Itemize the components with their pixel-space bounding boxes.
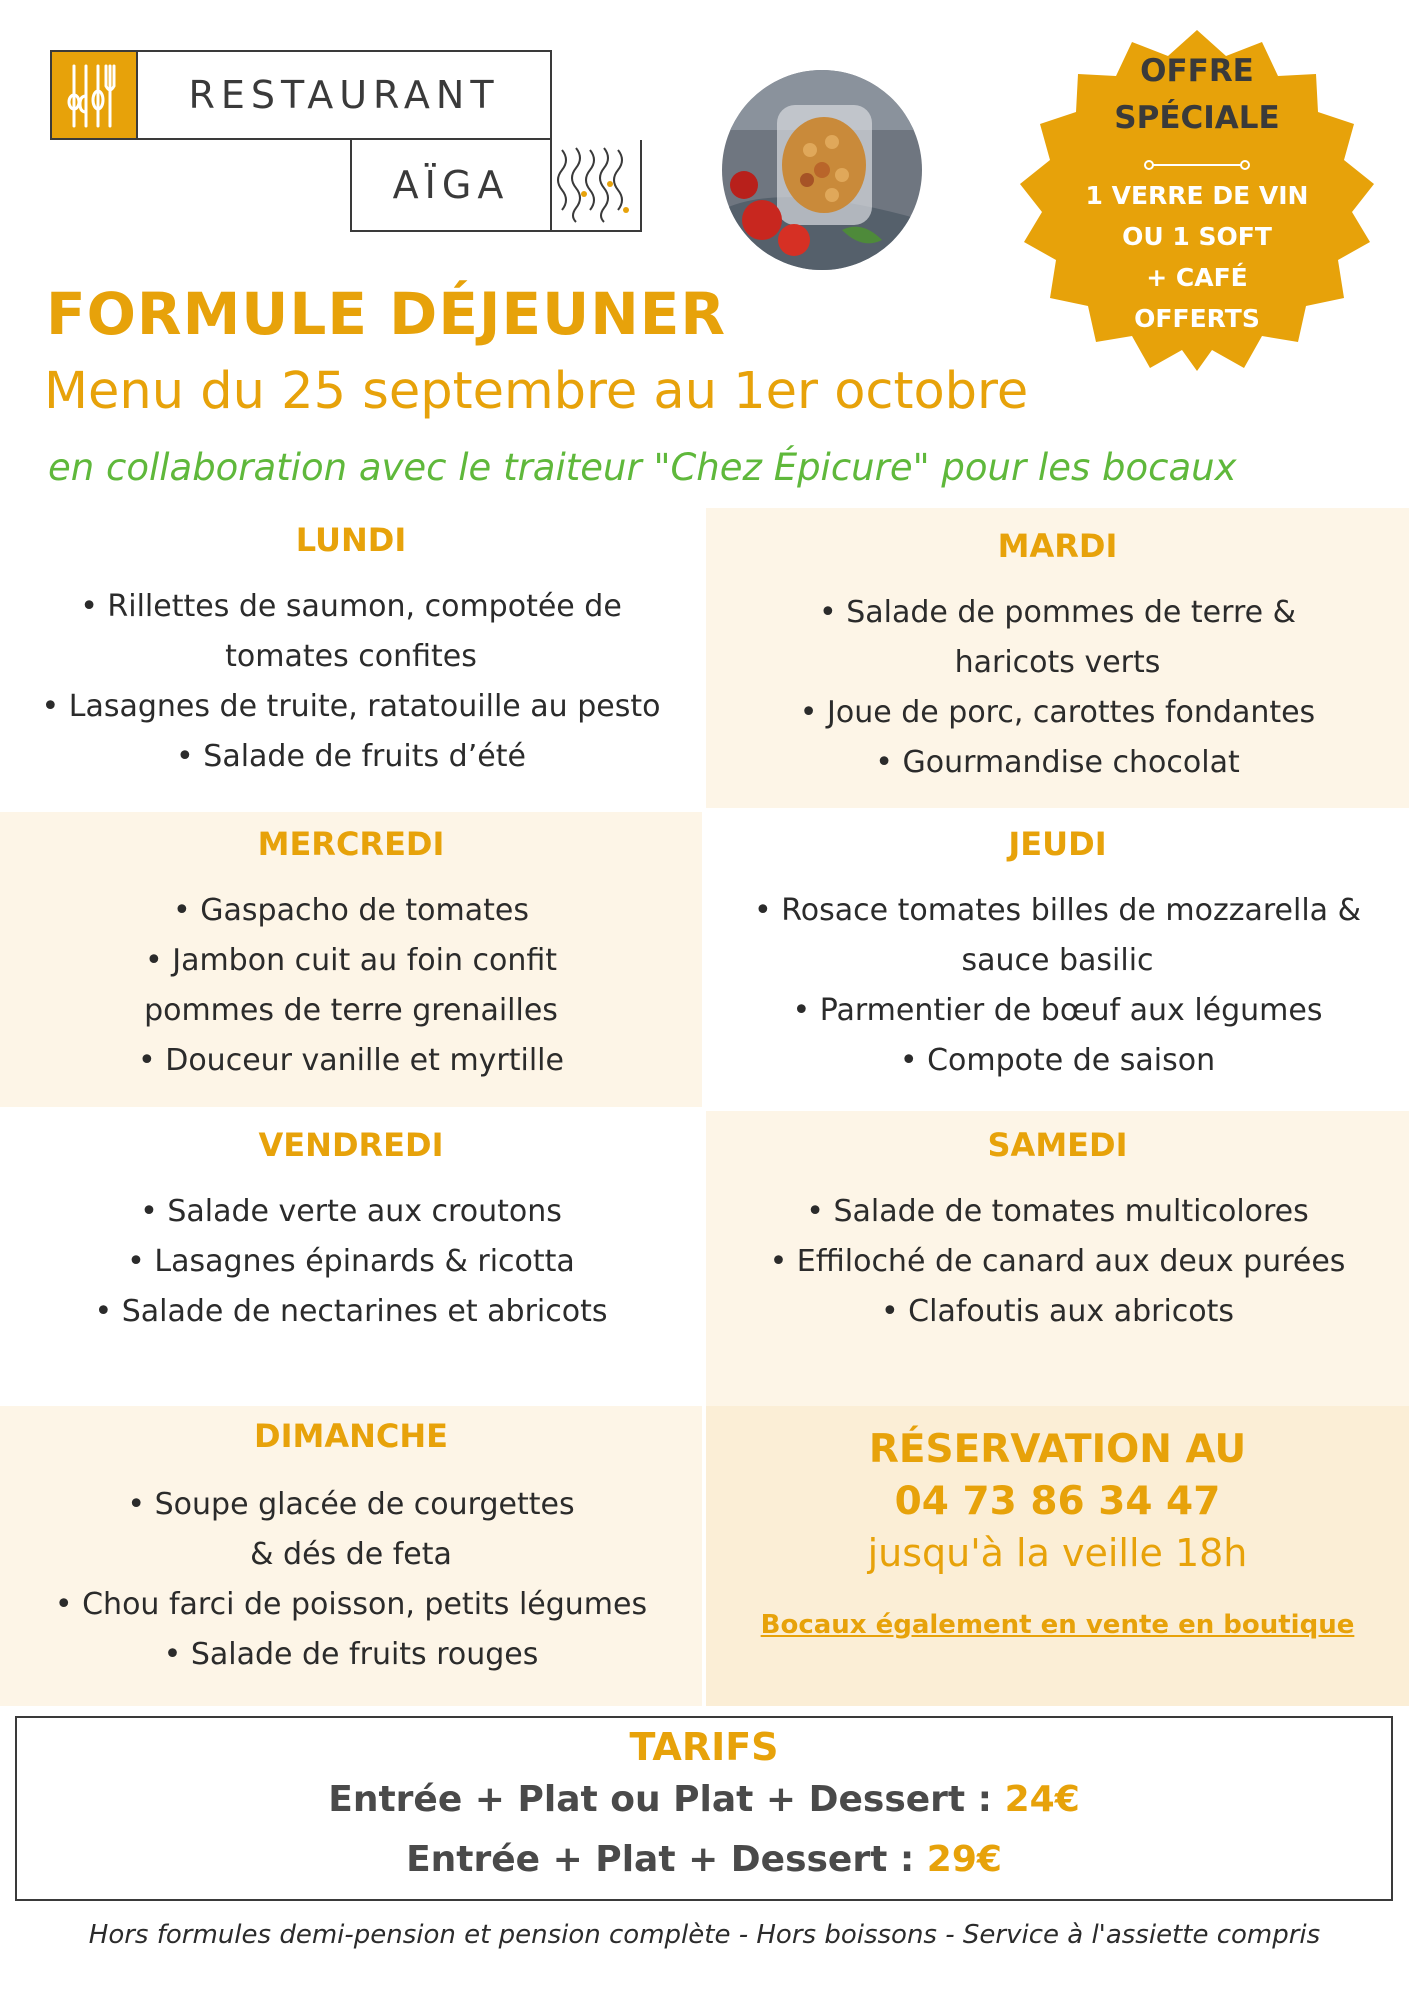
- day-cell-jeudi: [706, 812, 1409, 1107]
- badge-title-line2: SPÉCIALE: [1114, 100, 1280, 136]
- day-cell-samedi: [706, 1111, 1409, 1406]
- dish-line: • Salade de pommes de terre &: [818, 595, 1297, 630]
- reservation-deadline: jusqu'à la veille 18h: [867, 1531, 1248, 1575]
- day-cell-mardi: [706, 508, 1409, 808]
- dish-line: • Gourmandise chocolat: [875, 745, 1240, 780]
- day-title: LUNDI: [295, 521, 407, 559]
- dish-line: • Compote de saison: [899, 1043, 1216, 1078]
- dish-line: • Lasagnes épinards & ricotta: [127, 1244, 575, 1279]
- badge-line4: OFFERTS: [1134, 304, 1260, 333]
- dish-line: • Salade de fruits d’été: [176, 739, 526, 774]
- day-title: MERCREDI: [257, 825, 445, 863]
- dish-line: pommes de terre grenailles: [144, 993, 558, 1028]
- food-jar-photo: [722, 70, 922, 270]
- tarif-price: 24€: [1004, 1779, 1080, 1820]
- dish-line: • Salade de nectarines et abricots: [94, 1294, 608, 1329]
- dish-line: • Soupe glacée de courgettes: [127, 1487, 575, 1522]
- tarif-label: Entrée + Plat ou Plat + Dessert :: [328, 1779, 1005, 1820]
- dish-line: tomates confites: [225, 639, 477, 674]
- menu-dates: Menu du 25 septembre au 1er octobre: [44, 362, 1029, 421]
- dish-line: • Parmentier de bœuf aux légumes: [792, 993, 1323, 1028]
- dish-line: • Salade de fruits rouges: [163, 1637, 539, 1672]
- badge-line1: 1 VERRE DE VIN: [1085, 181, 1309, 210]
- day-title: VENDREDI: [258, 1126, 444, 1164]
- tarifs-title: TARIFS: [629, 1725, 779, 1769]
- badge-line3: + CAFÉ: [1146, 263, 1248, 292]
- dish-line: • Clafoutis aux abricots: [880, 1294, 1235, 1329]
- dish-line: • Lasagnes de truite, ratatouille au pesto: [41, 689, 661, 724]
- day-title: SAMEDI: [987, 1126, 1128, 1164]
- dish-line: • Effiloché de canard aux deux purées: [769, 1244, 1346, 1279]
- day-cell-vendredi: [0, 1111, 702, 1406]
- badge-line2: OU 1 SOFT: [1122, 222, 1272, 251]
- tarif-line-1: [17, 1770, 1391, 1830]
- reservation-phone[interactable]: 04 73 86 34 47: [894, 1479, 1221, 1524]
- tarif-line-2: [17, 1830, 1391, 1890]
- day-cell-dimanche: [0, 1406, 702, 1706]
- collaboration-note: en collaboration avec le traiteur "Chez Épicure" pour les bocaux: [48, 446, 1237, 489]
- logo-waves-icon: [552, 140, 642, 232]
- dish-line: • Jambon cuit au foin confit: [144, 943, 558, 978]
- day-cell-mercredi: [0, 812, 702, 1107]
- logo-restaurant-word: RESTAURANT: [138, 50, 552, 140]
- badge-text: [1012, 28, 1382, 373]
- day-cell-lundi: [0, 508, 702, 808]
- day-title: MARDI: [997, 527, 1118, 565]
- reservation-panel: [706, 1406, 1409, 1706]
- logo-aiga-word: AÏGA: [350, 140, 552, 232]
- cutlery-icon: [52, 52, 136, 138]
- logo-icon-box: [50, 50, 138, 140]
- dish-line: • Rosace tomates billes de mozzarella &: [754, 893, 1361, 928]
- dish-line: • Douceur vanille et myrtille: [138, 1043, 564, 1078]
- day-title: JEUDI: [1008, 825, 1107, 863]
- footer-note: Hors formules demi-pension et pension complète - Hors boissons - Service à l'assiette compris: [88, 1920, 1321, 1950]
- dish-line: • Gaspacho de tomates: [173, 893, 529, 928]
- tarifs-box: [15, 1716, 1393, 1901]
- dish-line: sauce basilic: [961, 943, 1154, 978]
- reservation-title: RÉSERVATION AU: [868, 1427, 1247, 1472]
- tarif-label: Entrée + Plat + Dessert :: [406, 1839, 927, 1880]
- boutique-link[interactable]: Bocaux également en vente en boutique: [760, 1610, 1355, 1640]
- dish-line: • Salade verte aux croutons: [140, 1194, 562, 1229]
- dish-line: & dés de feta: [250, 1537, 452, 1572]
- page-title: FORMULE DÉJEUNER: [46, 280, 727, 348]
- badge-title-line1: OFFRE: [1140, 53, 1254, 89]
- badge-divider: [1142, 158, 1252, 172]
- dish-line: haricots verts: [954, 645, 1161, 680]
- dish-line: • Rillettes de saumon, compotée de: [80, 589, 622, 624]
- dish-line: • Chou farci de poisson, petits légumes: [54, 1587, 648, 1622]
- day-title: DIMANCHE: [254, 1417, 448, 1455]
- tarif-price: 29€: [926, 1839, 1002, 1880]
- dish-line: • Salade de tomates multicolores: [806, 1194, 1309, 1229]
- dish-line: • Joue de porc, carottes fondantes: [799, 695, 1316, 730]
